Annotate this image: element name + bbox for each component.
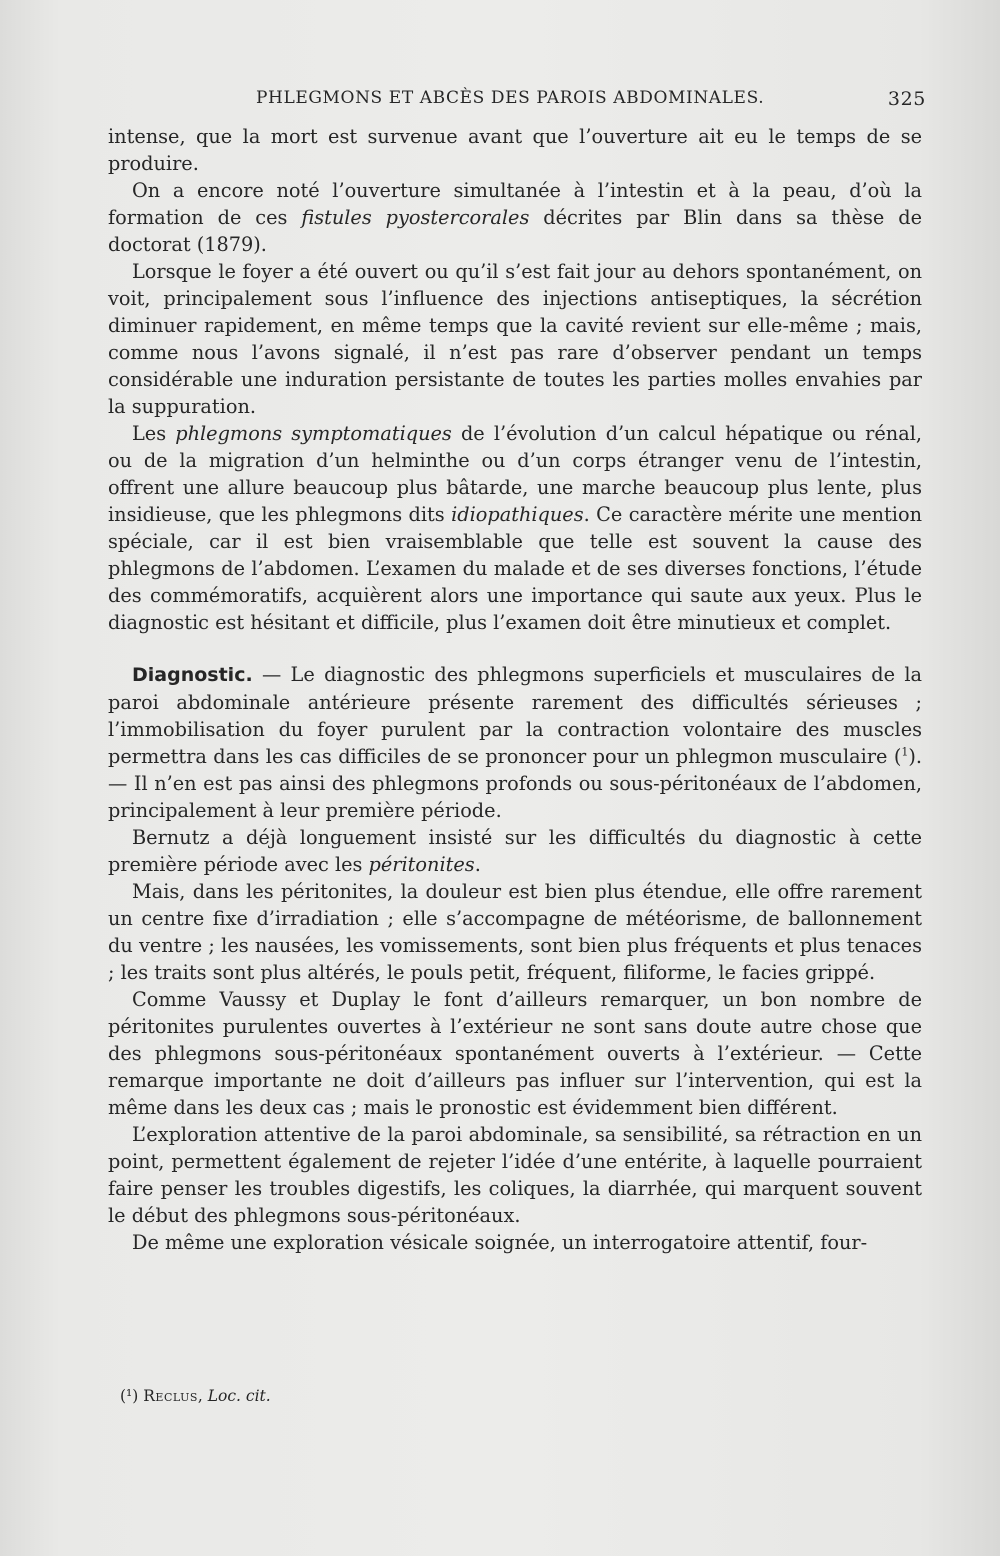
body-text [108,123,922,1256]
paragraph-text: On a encore noté l’ouverture simultanée à l’intestin et à la peau, d’où la formation de ces [108,179,922,229]
page-number: 325 [887,88,926,110]
running-head [108,88,926,118]
footnote: (¹) Reclus, Loc. cit. [120,1387,271,1405]
italic-term: péritonites [368,853,475,876]
paragraph-text: intense, que la mort est survenue avant que l’ouverture ait eu le temps de se produire. [108,125,922,175]
paragraph-text: Bernutz a déjà longuement insisté sur les difficultés du diagnostic à cette première période avec les [108,826,922,876]
paragraph [108,824,922,878]
paragraph-text: ). — Il n’en est pas ainsi des phlegmons profonds ou sous-péritonéaux de l’abdomen, principalement à leur première période. [108,745,922,822]
italic-term: fistules pyostercorales [301,206,530,229]
paragraph [108,420,922,636]
paragraph [108,1121,922,1229]
paragraph-text: L’exploration attentive de la paroi abdominale, sa sensibilité, sa rétraction en un point, permettent également de rejeter l’idée d’une entérite, à laquelle pourraient faire penser les troubles digestifs, les coliques, la diarrhée, qui marquent souvent le début des phlegmons sous-péritonéaux. [108,1123,922,1227]
paragraph-text: Les [132,422,176,445]
paragraph-text: Comme Vaussy et Duplay le font d’ailleurs remarquer, un bon nombre de péritonites purulentes ouvertes à l’extérieur ne sont sans doute autre chose que des phlegmons sous-péritonéaux spontanément ouverts à l’extérieur. — Cette remarque importante ne doit d’ailleurs pas influer sur l’intervention, qui est la même dans les deux cas ; mais le pronostic est évidemment bien différent. [108,988,922,1119]
footnote-author: Reclus [143,1387,198,1405]
paragraph [108,661,922,824]
paragraph [108,1229,922,1256]
paragraph-text: Lorsque le foyer a été ouvert ou qu’il s’est fait jour au dehors spontanément, on voit, principalement sous l’influence des injections antiseptiques, la sécrétion diminuer rapidement, en même temps que la cavité revient sur elle-même ; mais, comme nous l’avons signalé, il n’est pas rare d’observer pendant un temps considérable une induration persistante de toutes les parties molles envahies par la suppuration. [108,260,922,418]
footnote-marker: (¹) [120,1387,139,1405]
paragraph-text: De même une exploration vésicale soignée, un interrogatoire attentif, four- [132,1231,868,1254]
section-heading: Diagnostic. [132,664,253,686]
paragraph-text: Mais, dans les péritonites, la douleur est bien plus étendue, elle offre rarement un centre fixe d’irradiation ; elle s’accompagne de météorisme, de ballonnement du ventre ; les nausées, les vomissements, sont bien plus fréquents et plus tenaces ; les traits sont plus altérés, le pouls petit, fréquent, filiforme, le facies grippé. [108,880,922,984]
paragraph-text: de l’évolution d’un calcul hépatique ou rénal, ou de la migration d’un helminthe ou d’un corps étranger venu de l’intestin, offrent une allure beaucoup plus bâtarde, une marche beaucoup plus lente, plus insidieuse, que les phlegmons dits [108,422,923,526]
paragraph [108,177,922,258]
running-title: PHLEGMONS ET ABCÈS DES PAROIS ABDOMINALES. [256,88,765,108]
paragraph-text: décrites par Blin dans sa thèse de doctorat (1879). [108,206,922,256]
paragraph [108,878,922,986]
paragraph [108,986,922,1121]
italic-term: idiopathiques [451,503,584,526]
paragraph-text: . Ce caractère mérite une mention spéciale, car il est bien vraisemblable que telle est souvent la cause des phlegmons de l’abdomen. L’examen du malade et de ses diverses fonctions, l’étude des commémoratifs, acquièrent alors une importance qui saute aux yeux. Plus le diagnostic est hésitant et difficile, plus l’examen doit être minutieux et complet. [108,503,922,634]
paragraph-text: . [474,853,481,876]
footnote-ref[interactable]: 1 [901,745,909,759]
paragraph [108,258,922,420]
paragraph [108,123,922,177]
paragraph-text: — Le diagnostic des phlegmons superficiels et musculaires de la paroi abdominale antérieure présente rarement des difficultés sérieuses ; l’immobilisation du foyer purulent par la contraction volontaire des muscles permettra dans les cas difficiles de se prononcer pour un phlegmon musculaire ( [108,663,922,768]
italic-term: phlegmons symptomatiques [175,422,452,445]
footnote-reference: Loc. cit. [207,1387,271,1405]
